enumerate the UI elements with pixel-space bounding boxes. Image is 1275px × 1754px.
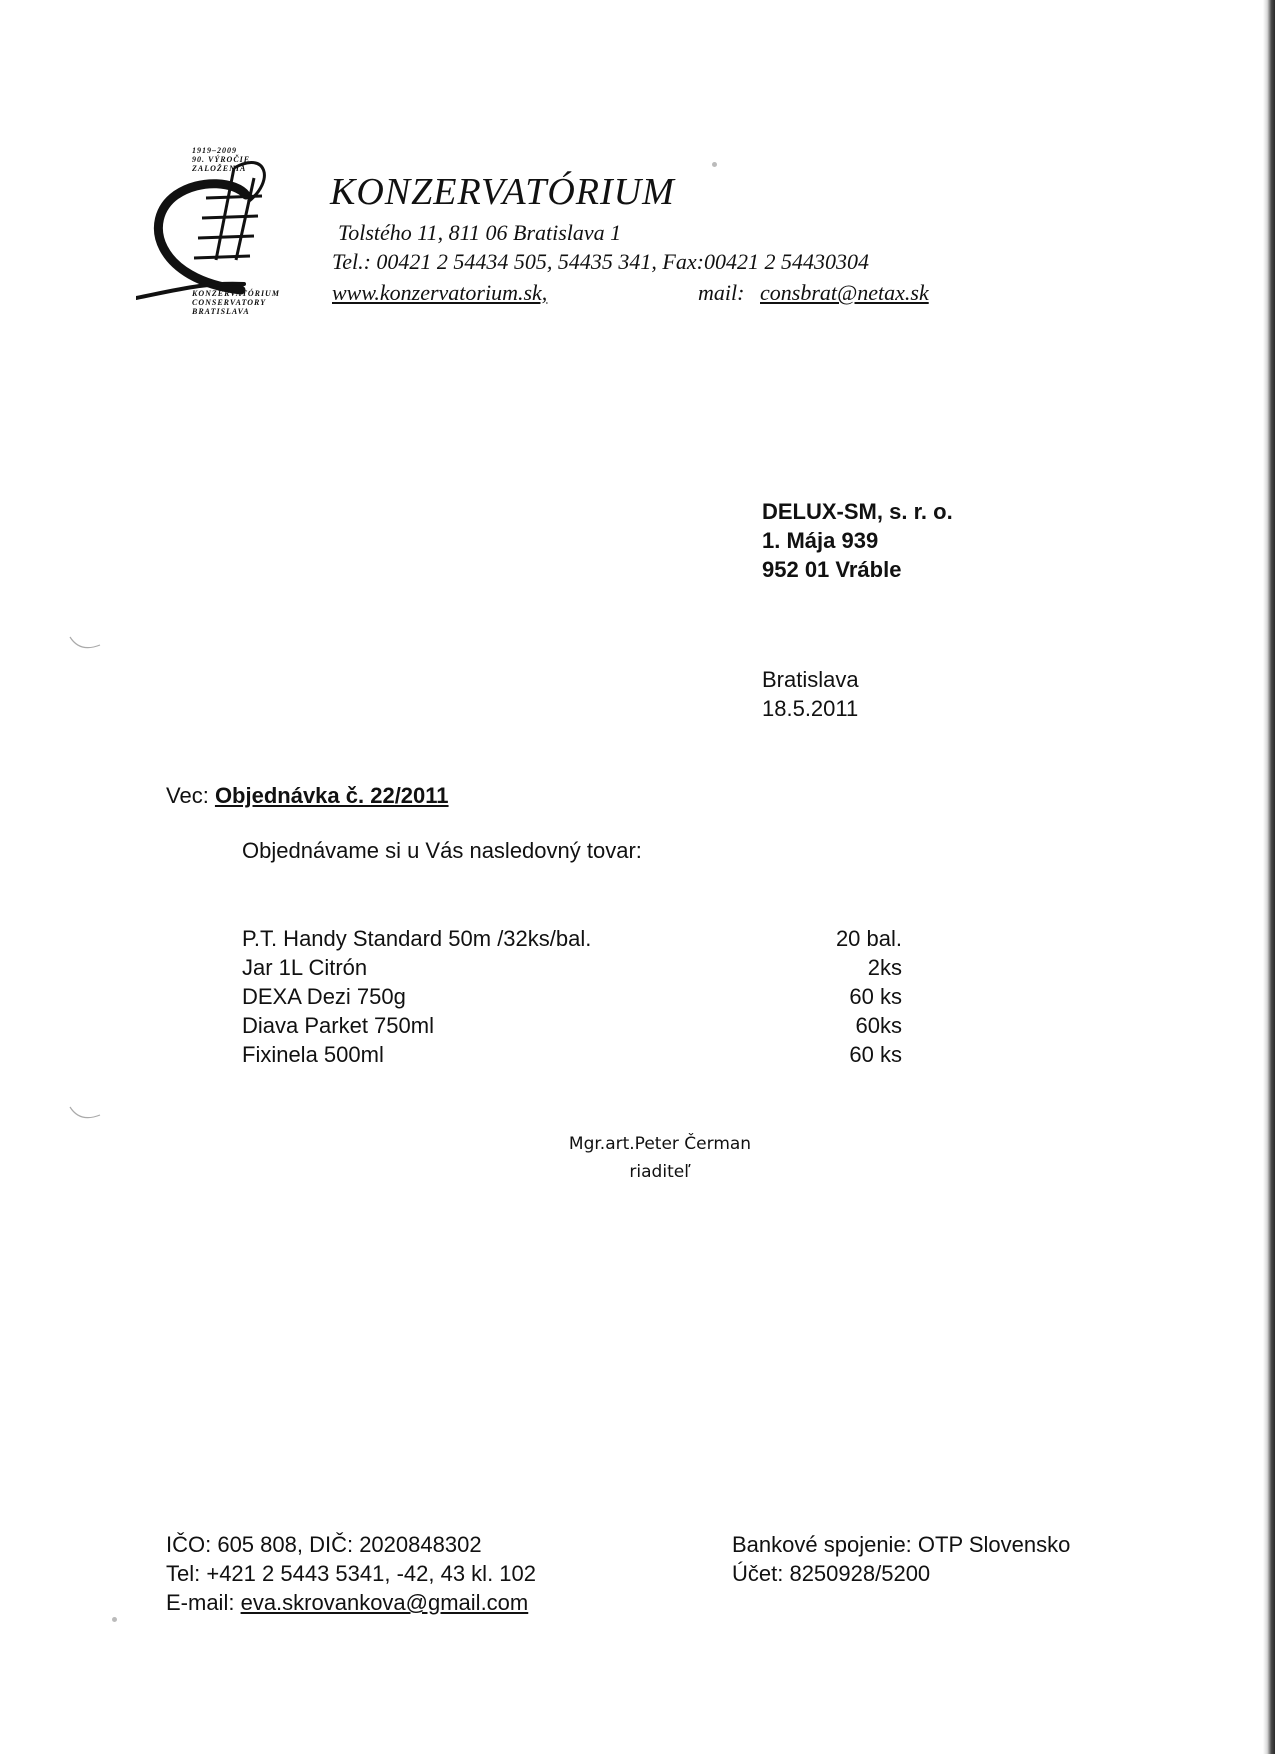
place-and-date — [762, 665, 859, 723]
scan-speck — [712, 162, 717, 167]
footer-ico: IČO: 605 808, DIČ: 2020848302 — [166, 1532, 482, 1557]
order-item — [242, 1040, 902, 1069]
item-name: Diava Parket 750ml — [242, 1013, 434, 1038]
order-item — [242, 1011, 902, 1040]
item-name: DEXA Dezi 750g — [242, 984, 406, 1009]
place: Bratislava — [762, 667, 859, 692]
date: 18.5.2011 — [762, 696, 859, 721]
item-quantity: 60ks — [855, 1013, 902, 1038]
footer-email-link[interactable]: eva.skrovankova@gmail.com — [240, 1590, 529, 1615]
item-name: P.T. Handy Standard 50m /32ks/bal. — [242, 926, 592, 951]
footer-email-line — [166, 1588, 536, 1617]
letterhead-mail-label: mail: — [698, 280, 745, 305]
subject-line — [166, 783, 449, 809]
recipient-company: DELUX-SM, s. r. o. — [762, 499, 953, 524]
order-item — [242, 953, 902, 982]
footer-contacts — [166, 1530, 536, 1617]
punch-mark — [66, 1105, 106, 1125]
item-quantity: 2ks — [867, 955, 902, 980]
footer-email-label: E-mail: — [166, 1590, 235, 1615]
subject-label: Vec: — [166, 783, 209, 808]
letterhead-website-link[interactable]: www.konzervatorium.sk, — [332, 280, 548, 305]
footer-tel: Tel: +421 2 5443 5341, -42, 43 kl. 102 — [166, 1561, 537, 1586]
recipient-address — [762, 497, 953, 584]
footer-bank — [732, 1530, 1070, 1588]
signature-block — [520, 1130, 800, 1186]
logo-caption-bottom: KONZERVATÓRIUM CONSERVATORY BRATISLAVA — [192, 289, 280, 316]
scan-edge — [1263, 0, 1275, 1754]
item-quantity: 20 bal. — [835, 926, 902, 951]
footer-bank-name: Bankové spojenie: OTP Slovensko — [732, 1532, 1071, 1557]
recipient-city: 952 01 Vráble — [762, 557, 902, 582]
subject-value: Objednávka č. 22/2011 — [214, 783, 449, 808]
footer-account: Účet: 8250928/5200 — [732, 1561, 931, 1586]
signatory-title: riaditeľ — [629, 1162, 691, 1182]
signatory-name: Mgr.art.Peter Čerman — [568, 1134, 752, 1154]
logo-caption-top: 1919–2009 90. VÝROČIE ZALOŽENIA — [192, 146, 251, 173]
item-name: Jar 1L Citrón — [242, 955, 368, 980]
scan-speck — [112, 1617, 117, 1622]
item-quantity: 60 ks — [849, 984, 902, 1009]
item-name: Fixinela 500ml — [242, 1042, 384, 1067]
letterhead-address: Tolstého 11, 811 06 Bratislava 1 — [338, 220, 622, 245]
item-quantity: 60 ks — [849, 1042, 902, 1067]
letterhead-title: KONZERVATÓRIUM — [330, 171, 675, 213]
punch-mark — [66, 635, 106, 655]
recipient-street: 1. Mája 939 — [762, 528, 879, 553]
intro-text: Objednávame si u Vás nasledovný tovar: — [242, 838, 642, 863]
order-item — [242, 924, 902, 953]
letterhead-phone: Tel.: 00421 2 54434 505, 54435 341, Fax:00421 2 54430304 — [332, 249, 869, 274]
order-items — [242, 924, 902, 1069]
letterhead-email-link[interactable]: consbrat@netax.sk — [760, 280, 929, 305]
order-item — [242, 982, 902, 1011]
